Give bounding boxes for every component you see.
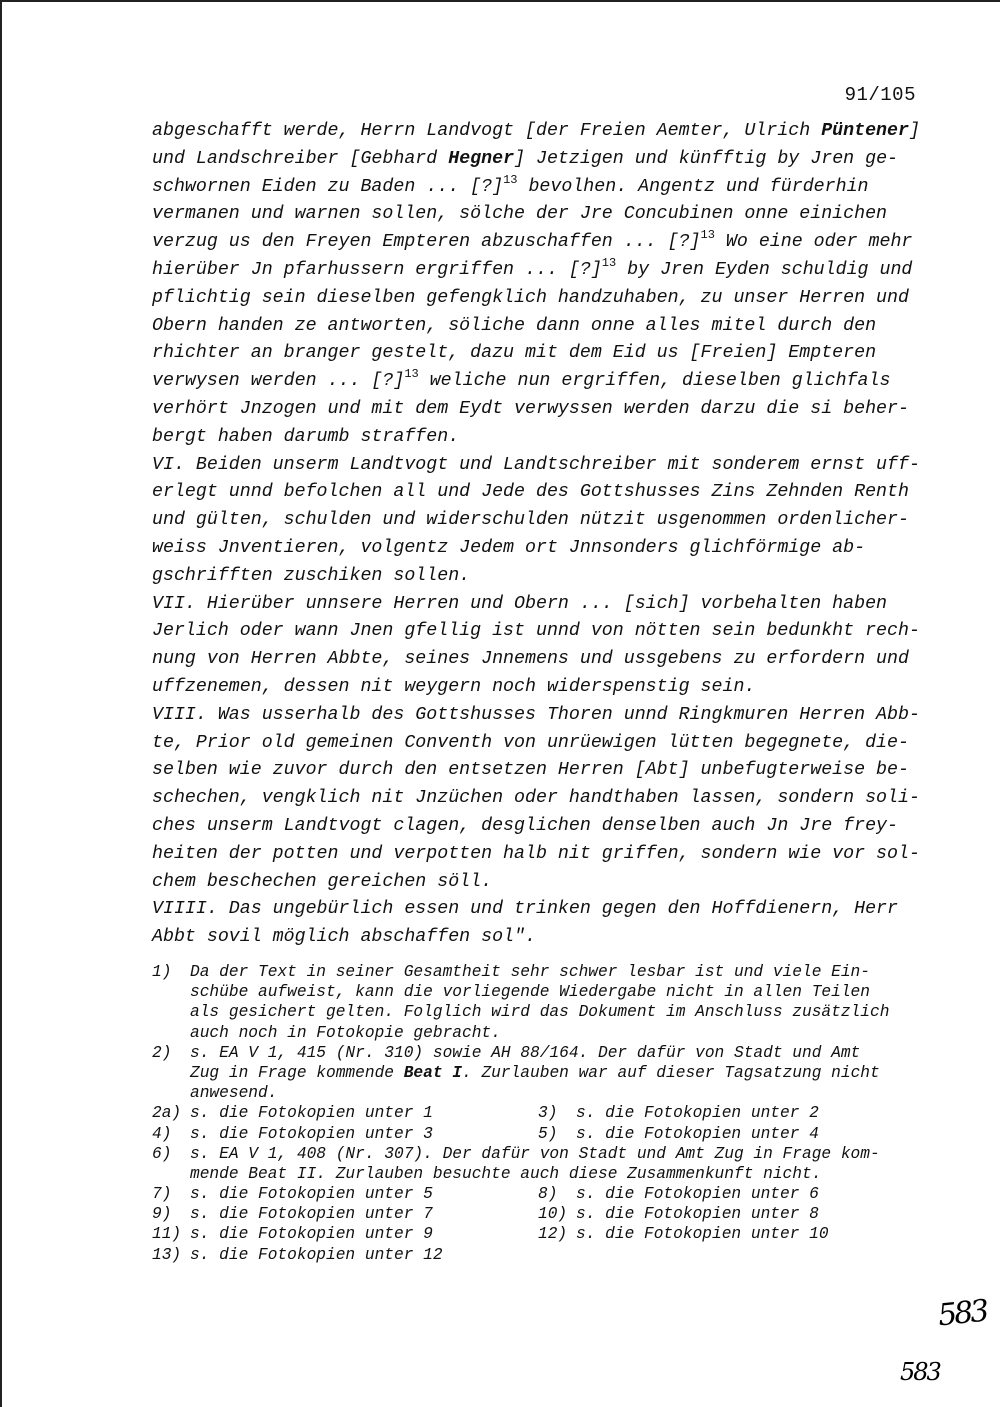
- footnote-number: 11): [152, 1225, 182, 1244]
- footnote-line: mende Beat II. Zurlauben besuchte auch diese Zusammenkunft nicht.: [190, 1164, 822, 1183]
- footnote-number: 13): [152, 1245, 182, 1264]
- handwritten-page-stamp: 583: [936, 1293, 988, 1334]
- bold-name: Hegner: [448, 148, 515, 169]
- bold-name: Püntener: [821, 121, 909, 141]
- footnote-text: s. die Fotokopien unter 6: [576, 1185, 819, 1204]
- body-line: chem beschechen gereichen söll.: [152, 871, 493, 892]
- footnote-number: 8): [538, 1185, 558, 1204]
- footnote-number: 9): [152, 1205, 172, 1224]
- body-line: VII. Hierüber unnsere Herren und Obern ... [sich] vorbehalten haben: [152, 593, 888, 614]
- body-line: verhört Jnzogen und mit dem Eydt verwyssen werden darzu die si beher-: [152, 398, 909, 419]
- footnote-text: s. die Fotokopien unter 2: [576, 1104, 819, 1123]
- footnote-pair-row: [152, 1224, 932, 1244]
- body-line: weiss Jnventieren, volgentz Jedem ort Jnnsonders glichförmige ab-: [152, 537, 866, 558]
- footnote-pair-row: [152, 1124, 932, 1144]
- body-line: vermanen und warnen sollen, sölche der Jre Concubinen onne einichen: [152, 204, 888, 225]
- footnote-reference: 13: [700, 228, 715, 243]
- scan-border-top: [0, 0, 1000, 2]
- footnote-text: s. die Fotokopien unter 9: [190, 1225, 433, 1244]
- footnote-number: 12): [538, 1225, 568, 1244]
- body-line: gschrifften zuschiken sollen.: [152, 565, 471, 586]
- footnotes-section: [152, 962, 932, 1265]
- footnote-text: s. die Fotokopien unter 12: [190, 1245, 443, 1264]
- footnote-number: 2a): [152, 1104, 182, 1123]
- footnote-text: s. die Fotokopien unter 7: [190, 1205, 433, 1224]
- footnote: [152, 1144, 932, 1184]
- body-line: abgeschafft werde, Herrn Landvogt [der Freien Aemter, Ulrich Püntener]: [152, 121, 920, 141]
- body-line: VI. Beiden unserm Landtvogt und Landtschreiber mit sonderem ernst uff-: [152, 454, 920, 475]
- body-line: und gülten, schulden und widerschulden nützit usgenommen ordenlicher-: [152, 510, 909, 531]
- body-line: Abbt sovil möglich abschaffen sol".: [152, 927, 536, 948]
- body-line: Obern handen ze antworten, söliche dann onne alles mitel durch den: [152, 315, 877, 336]
- footnote-line: s. EA V 1, 415 (Nr. 310) sowie AH 88/164. Der dafür von Stadt und Amt: [190, 1043, 861, 1062]
- footnote-text: s. die Fotokopien unter 10: [576, 1225, 829, 1244]
- footnote-number: 10): [538, 1205, 568, 1224]
- footnote-number: 5): [538, 1124, 558, 1143]
- body-line: erlegt unnd befolchen all und Jede des Gottshusses Zins Zehnden Renth: [152, 482, 909, 503]
- document-body: [152, 118, 922, 952]
- footnote-line: anwesend.: [190, 1084, 278, 1103]
- footnote-pair-row: [152, 1103, 932, 1123]
- footnote: [152, 1043, 932, 1104]
- footnote-number: 3): [538, 1104, 558, 1123]
- footnote-number: 4): [152, 1124, 172, 1143]
- body-line: hierüber Jn pfarhussern ergriffen ... [?]$^{13}$ by Jren Eyden schuldig und: [152, 255, 913, 280]
- footnote-line: schübe aufweist, kann die vorliegende Wiedergabe nicht in allen Teilen: [190, 983, 870, 1002]
- body-line: verzug us den Freyen Empteren abzuschaffen ... [?]$^{13}$ Wo eine oder mehr: [152, 228, 913, 253]
- footnote-line: als gesichert gelten. Folglich wird das Dokument im Anschluss zusätzlich: [190, 1003, 890, 1022]
- footnote-pair-row: [152, 1245, 932, 1265]
- body-line: uffzenemen, dessen nit weygern noch widerspenstig sein.: [152, 676, 756, 697]
- scan-border-left: [0, 0, 2, 1407]
- footnote-number: 2): [152, 1043, 172, 1062]
- body-line: selben wie zuvor durch den entsetzen Herren [Abt] unbefugterweise be-: [152, 760, 909, 781]
- footnote-line: Zug in Frage kommende Beat I. Zurlauben war auf dieser Tagsatzung nicht: [190, 1063, 880, 1082]
- body-line: rhichter an branger gestelt, dazu mit dem Eid us [Freien] Empteren: [152, 343, 877, 364]
- body-line: schechen, vengklich nit Jnzüchen oder handthaben lassen, sondern soli-: [152, 788, 920, 809]
- body-line: pflichtig sein dieselben gefengklich handzuhaben, zu unser Herren und: [152, 287, 909, 308]
- footnote-reference: 13: [601, 255, 617, 270]
- footnote-number: 7): [152, 1185, 172, 1204]
- footnote-text: s. die Fotokopien unter 1: [190, 1104, 433, 1123]
- body-line: bergt haben darumb straffen.: [152, 426, 460, 447]
- body-line: ches unserm Landtvogt clagen, desglichen denselben auch Jn Jre frey-: [152, 815, 898, 836]
- footnote-reference: 13: [404, 367, 419, 382]
- footnote-pair-row: [152, 1204, 932, 1224]
- body-line: heiten der potten und verpotten halb nit griffen, sondern wie vor sol-: [152, 843, 920, 864]
- body-line: verwysen werden ... [?]$^{13}$ weliche nun ergriffen, dieselben glichfals: [152, 367, 891, 392]
- body-line: VIII. Was usserhalb des Gottshusses Thoren unnd Ringkmuren Herren Abb-: [152, 704, 920, 725]
- page-number: 91/105: [844, 84, 916, 106]
- handwritten-page-note: 583: [900, 1358, 940, 1386]
- body-line: und Landschreiber [Gebhard Hegner] Jetzigen und künfftig by Jren ge-: [152, 148, 899, 169]
- footnote: [152, 962, 932, 1043]
- footnote-text: s. die Fotokopien unter 8: [576, 1205, 819, 1224]
- footnote-text: s. die Fotokopien unter 5: [190, 1185, 433, 1204]
- footnote-number: 1): [152, 963, 172, 981]
- footnote-text: s. die Fotokopien unter 3: [190, 1124, 433, 1143]
- footnote-line: Da der Text in seiner Gesamtheit sehr schwer lesbar ist und viele Ein-: [190, 963, 870, 981]
- footnote-pair-row: [152, 1184, 932, 1204]
- body-line: nung von Herren Abbte, seines Jnnemens und ussgebens zu erfordern und: [152, 649, 909, 670]
- body-line: VIIII. Das ungebürlich essen und trinken gegen den Hoffdienern, Herr: [152, 899, 898, 920]
- footnote-text: s. die Fotokopien unter 4: [576, 1124, 819, 1143]
- body-line: Jerlich oder wann Jnen gfellig ist unnd von nötten sein bedunkht rech-: [152, 621, 920, 642]
- footnote-line: s. EA V 1, 408 (Nr. 307). Der dafür von Stadt und Amt Zug in Frage kom-: [190, 1144, 880, 1163]
- footnote-line: auch noch in Fotokopie gebracht.: [190, 1023, 501, 1042]
- body-line: te, Prior old gemeinen Conventh von unrüewigen lütten begegnete, die-: [152, 732, 909, 753]
- footnote-reference: 13: [503, 172, 518, 187]
- bold-name: Beat I: [403, 1063, 463, 1082]
- footnote-number: 6): [152, 1144, 172, 1163]
- body-line: schwornen Eiden zu Baden ... [?]$^{13}$ bevolhen. Angentz und fürderhin: [152, 172, 869, 197]
